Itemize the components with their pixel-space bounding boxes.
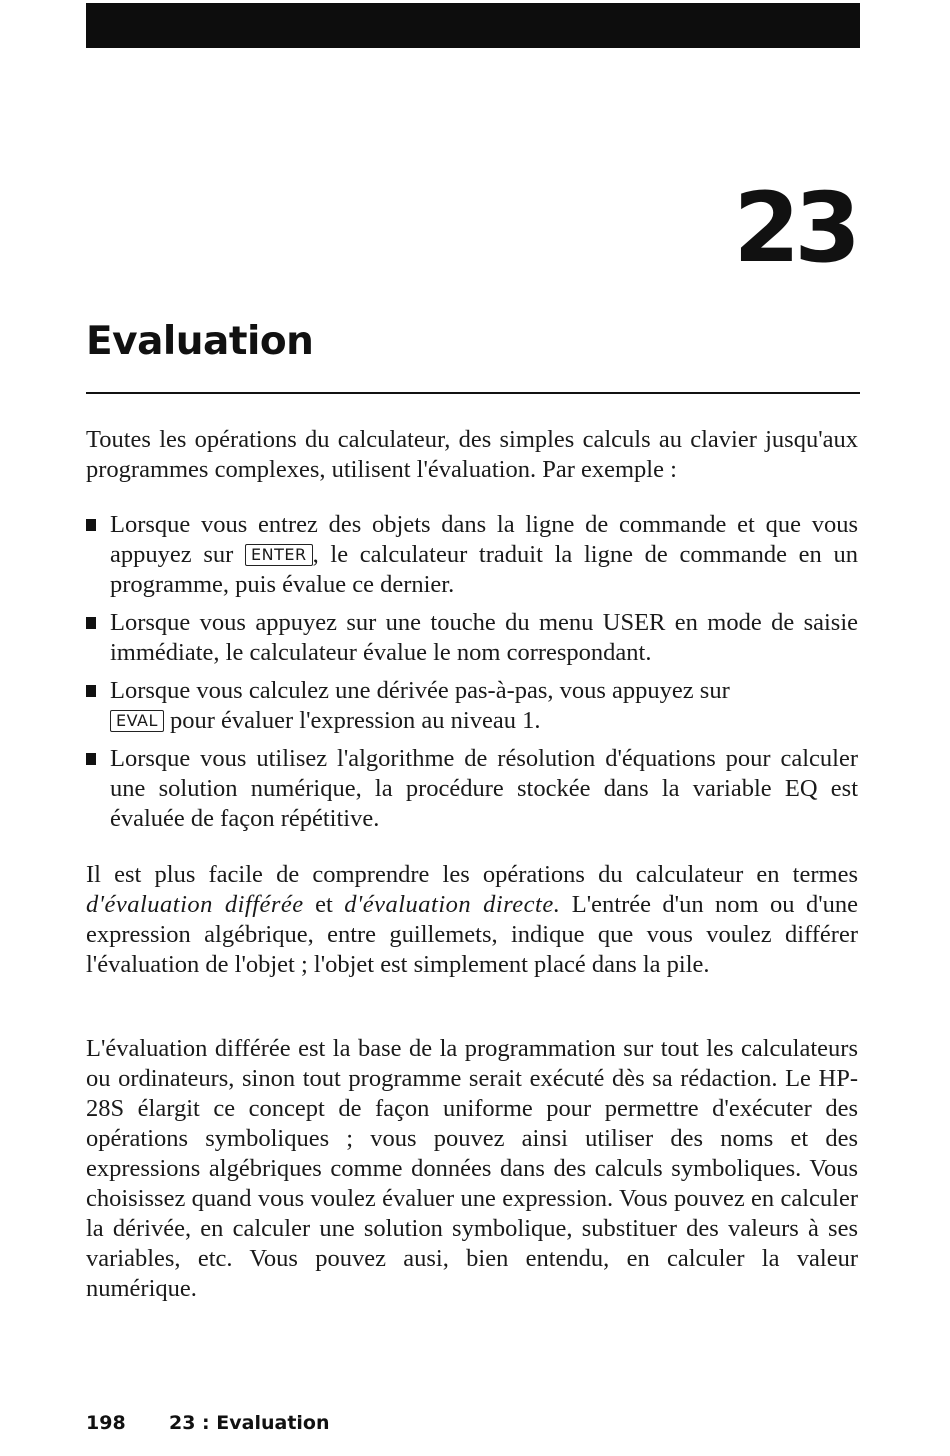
bullet-text: Lorsque vous utilisez l'algorithme de résolution d'équations pour calculer une solution numérique, la procédure stockée dans la variable EQ est évaluée de façon répétitive.	[110, 745, 858, 832]
list-item	[86, 676, 858, 736]
intro-paragraph: Toutes les opérations du calculateur, des simples calculs au clavier jusqu'aux programmes complexes, utilisent l'évaluation. Par exemple :	[86, 426, 858, 483]
list-item	[86, 510, 858, 600]
bullet-square-icon	[86, 617, 96, 629]
term-direct-evaluation: d'évaluation directe.	[344, 891, 561, 918]
title-rule	[86, 392, 860, 394]
term-deferred-evaluation: d'évaluation différée	[86, 891, 304, 918]
bullet-text-after: , le calculateur traduit la ligne de commande en un programme, puis évalue ce dernier.	[110, 541, 858, 598]
list-item	[86, 744, 858, 834]
eval-key-label: EVAL	[110, 710, 164, 732]
list-item	[86, 608, 858, 668]
bullet-text-after: pour évaluer l'expression au niveau 1.	[163, 707, 541, 734]
para2-text-2: et	[303, 891, 345, 918]
programming-paragraph: L'évaluation différée est la base de la programmation sur tout les calculateurs ou ordinateurs, sinon tout programme serait exécuté dès sa rédaction. Le HP-28S élargit ce concept de façon uniforme pour permettre d'exécuter des opérations symboliques ; vous pouvez ainsi utiliser des noms et des expressions algébriques comme données dans des calculs symboliques. Vous choisissez quand vous voulez évaluer une expression. Vous pouvez en calculer la dérivée, en calculer une solution symbolique, substituer des valeurs à ses variables, etc. Vous pouvez ausi, bien entendu, en calculer la valeur numérique.	[86, 1035, 858, 1302]
deferred-evaluation-paragraph	[86, 860, 858, 980]
bullet-square-icon	[86, 685, 96, 697]
bullet-text: Lorsque vous appuyez sur une touche du menu USER en mode de saisie immédiate, le calculateur évalue le nom correspondant.	[110, 609, 858, 666]
example-list	[86, 510, 858, 842]
running-title: 23 : Evaluation	[169, 1412, 330, 1434]
para2-text-3: L'entrée d'un nom ou d'une expression algébrique, entre guillemets, indique que vous voulez différer l'évaluation de l'objet ; l'objet est simplement placé dans la pile.	[86, 891, 859, 978]
chapter-number: 23	[733, 172, 855, 284]
bullet-text-before: Lorsque vous entrez des objets dans la ligne de commande et que vous appuyez sur	[110, 511, 858, 568]
bullet-square-icon	[86, 753, 96, 765]
chapter-header-bar	[86, 3, 860, 48]
chapter-title: Evaluation	[86, 319, 314, 364]
page-footer	[86, 1412, 330, 1434]
bullet-square-icon	[86, 519, 96, 531]
enter-key-label: ENTER	[245, 544, 313, 566]
para2-text-1: Il est plus facile de comprendre les opérations du calculateur en termes	[86, 861, 858, 888]
page-number: 198	[86, 1412, 126, 1434]
bullet-text-before: Lorsque vous calculez une dérivée pas-à-pas, vous appuyez sur	[110, 677, 730, 704]
